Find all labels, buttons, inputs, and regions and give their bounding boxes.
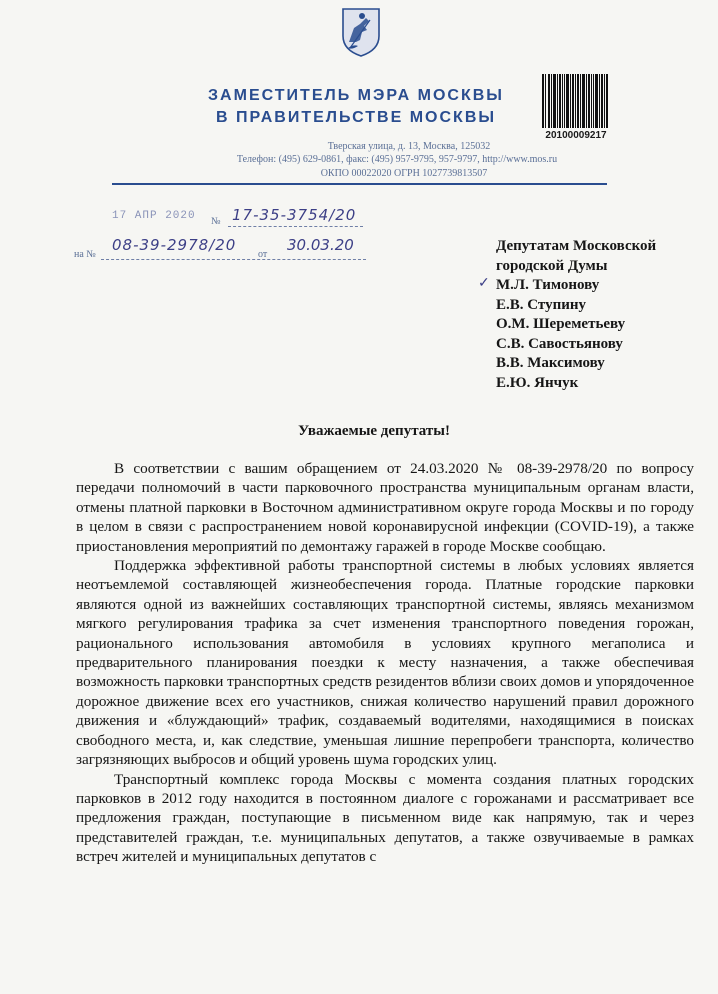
- reference-underline: [101, 259, 366, 260]
- barcode-icon: [542, 74, 608, 128]
- recipient-line: В.В. Максимову: [496, 355, 605, 371]
- body-paragraph: Поддержка эффективной работы транспортной системы в любых условиях является неотъемлемой составляющей жизнеобеспечения города. Платные городские парковки являются одной из важнейших составляющих транспортной системы, являясь механизмом мягкого регулирования трафика за счет изменения транспортного поведения горожан, рационального использования автомобиля в условиях крупного мегаполиса и предварительного планирования поездки к месту назначения, а также обеспечивая возможность парковки транспортных средств резидентов вблизи своих домов и упорядоченное дорожное движение всех его участников, снижая количество нарушений правил дорожного движения и «блуждающий» трафик, создаваемый водителями, находящимися в поисках свободного места, и, как следствие, уменьшая лишние перепробеги транспорта, количество загрязняющих выбросов и общий уровень шума городских улиц.: [76, 557, 694, 769]
- contacts-line: Телефон: (495) 629-0861, факс: (495) 957-9795, 957-9797, http://www.mos.ru: [236, 154, 558, 165]
- reference-number: 08-39-2978/20: [112, 236, 237, 254]
- recipient-line: Е.Ю. Янчук: [496, 374, 579, 391]
- salutation: Уважаемые депутаты!: [298, 423, 450, 439]
- registration-date-stamp: 17 АПР 2020: [112, 210, 196, 222]
- recipient-line: О.М. Шереметьеву: [496, 316, 626, 332]
- moscow-coat-of-arms-icon: [340, 6, 382, 58]
- recipients-block: [496, 237, 656, 393]
- recipient-line: городской Думы: [496, 257, 608, 274]
- body-paragraph: В соответствии с вашим обращением от 24.03.2020 № 08-39-2978/20 по вопросу передачи полномочий в части парковочного пространства муниципальным органам власти, отмены платной парковки в Восточном административном округе города Москвы и по городу в целом в связи с распространением новой коронавирусной инфекции (COVID-19), а также приостановления мероприятий по демонтажу гаражей в городе Москве сообщаю.: [76, 460, 694, 555]
- recipient-line: Депутатам Московской: [496, 238, 657, 254]
- recipient-line: М.Л. Тимонову: [496, 277, 600, 293]
- outgoing-number-underline: [228, 226, 363, 227]
- outgoing-number-label: №: [211, 216, 221, 227]
- barcode-number: 20100009217: [545, 130, 607, 141]
- recipient-line: С.В. Савостьянову: [496, 335, 623, 352]
- outgoing-number: 17-35-3754/20: [232, 206, 357, 224]
- checkmark-icon: ✓: [478, 276, 490, 291]
- body-paragraph: Транспортный комплекс города Москвы с момента создания платных городских парковков в 2012 году находится в постоянном диалоге с горожанами и рассматривает все предложения граждан, поступающие в письменном виде как напрямую, так и через представителей граждан, т.е. муниципальных депутатов, а также озвучиваемые в рамках встреч жителей и муниципальных депутатов с: [76, 770, 694, 866]
- org-title-line2: В ПРАВИТЕЛЬСТВЕ МОСКВЫ: [215, 109, 497, 126]
- reference-date: 30.03.20: [287, 236, 354, 254]
- address-line: Тверская улица, д. 13, Москва, 125032: [327, 141, 491, 152]
- reference-label: на №: [74, 249, 96, 260]
- recipient-line: Е.В. Ступину: [496, 296, 586, 313]
- org-title-line1: ЗАМЕСТИТЕЛЬ МЭРА МОСКВЫ: [208, 87, 504, 104]
- reference-from-label: от: [258, 249, 268, 260]
- header-divider: [112, 183, 607, 185]
- codes-line: ОКПО 00022020 ОГРН 1027739813507: [320, 168, 488, 179]
- letter-body: [76, 459, 694, 867]
